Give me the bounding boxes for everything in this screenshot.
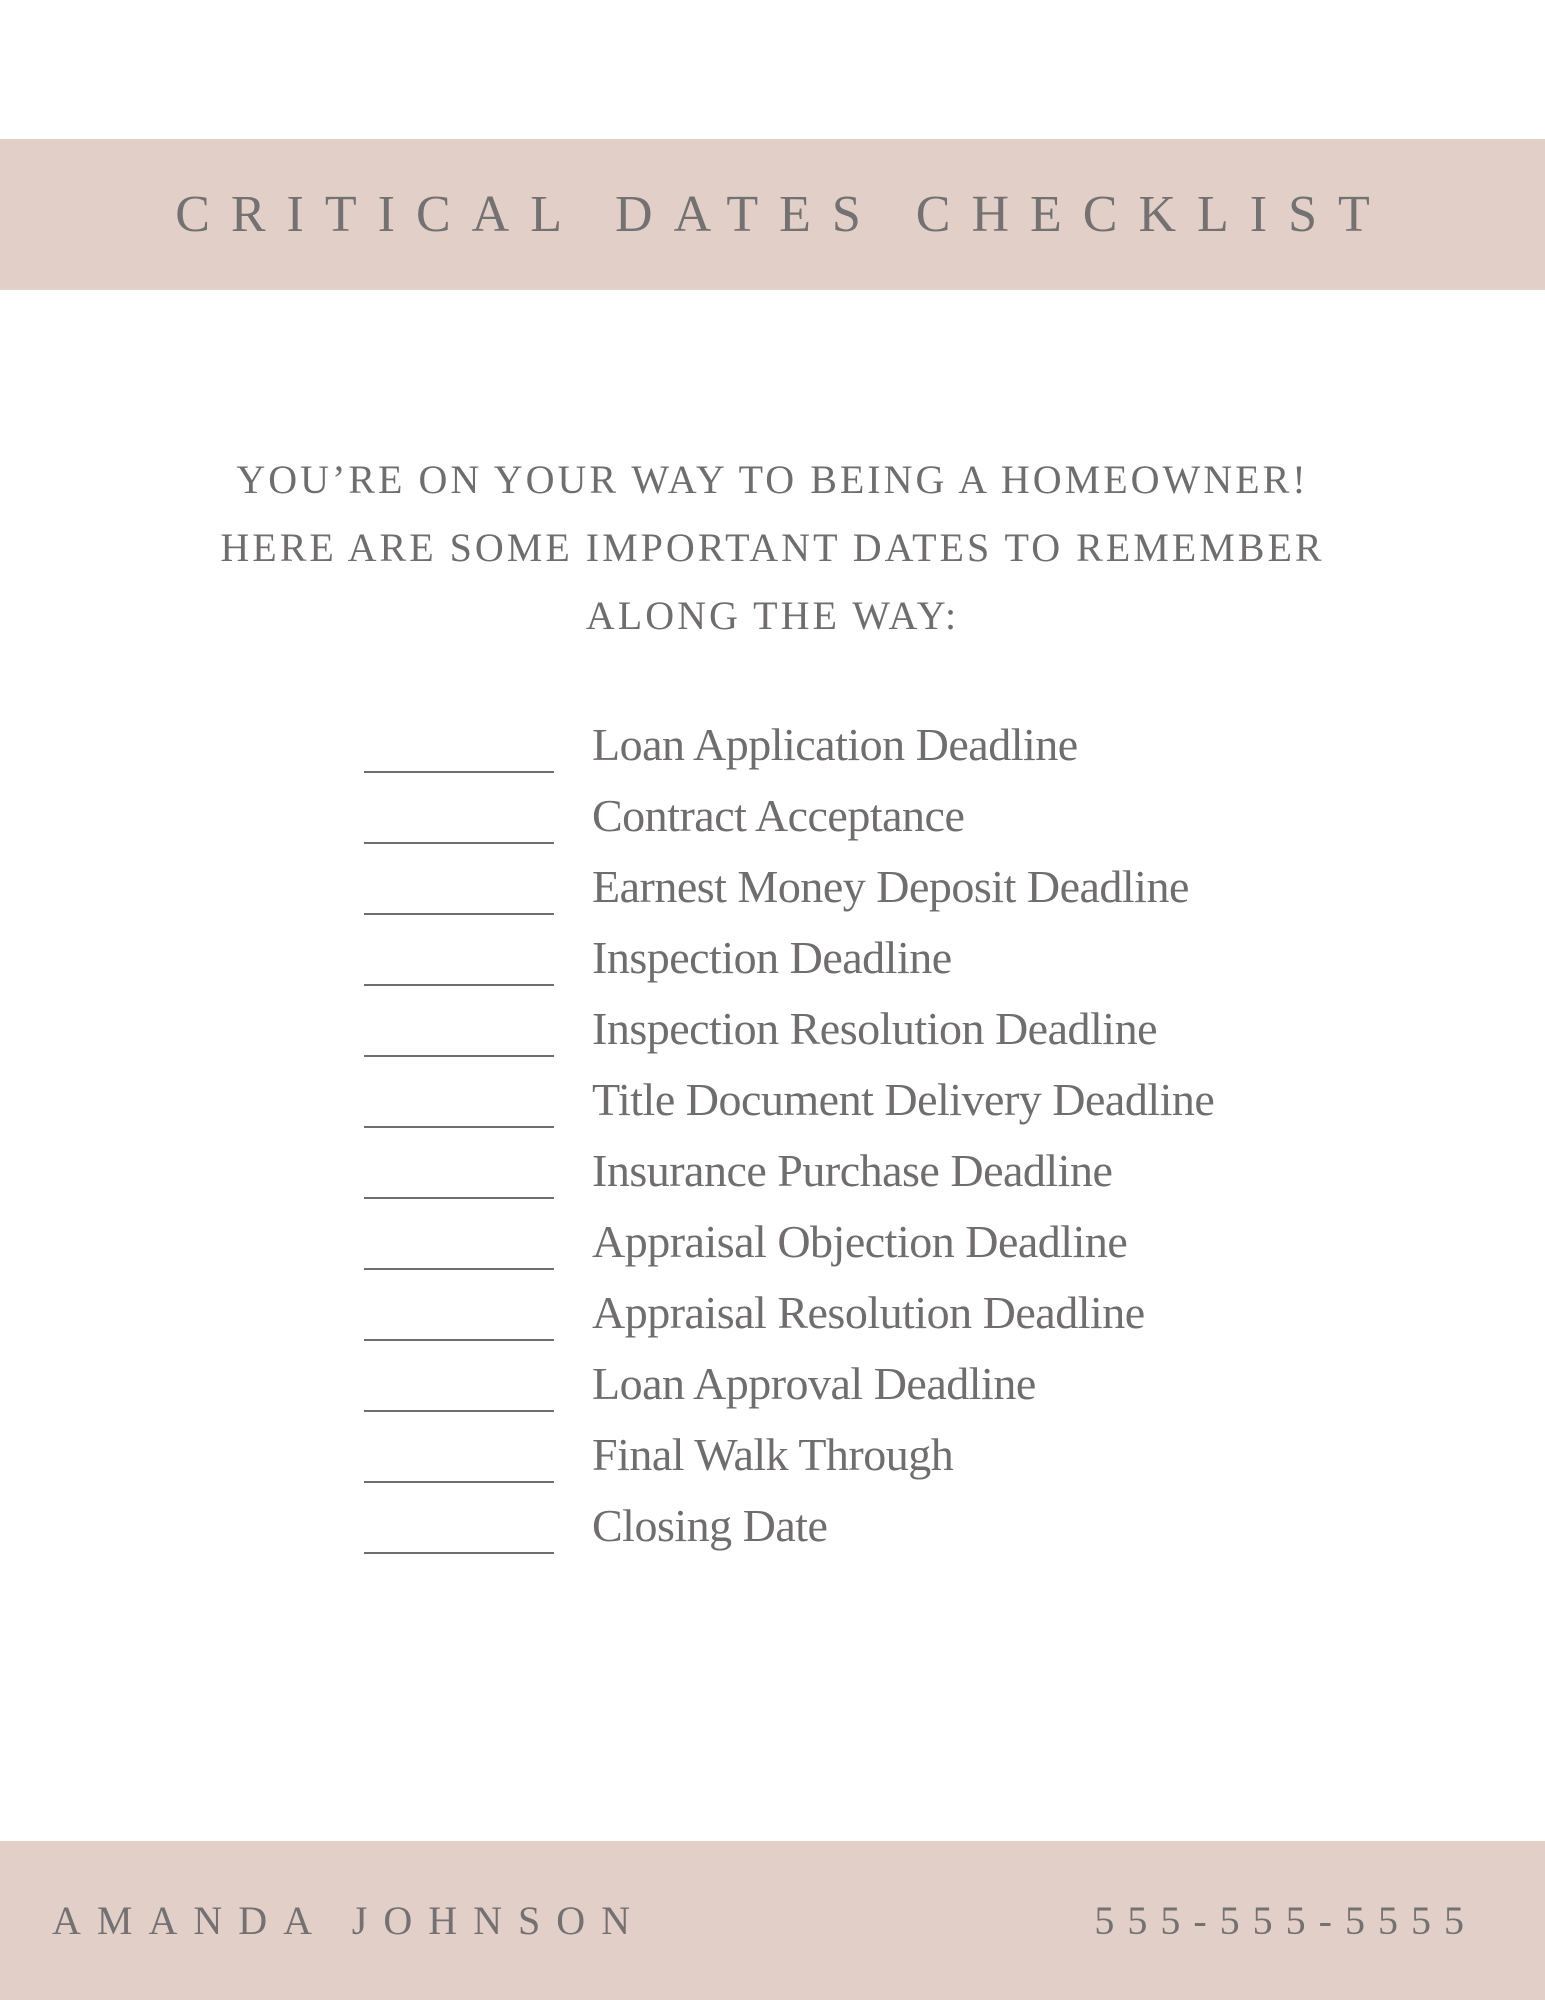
checklist-item-label: Final Walk Through <box>592 1429 954 1480</box>
checklist-item <box>364 857 1364 928</box>
checklist-item-label: Title Document Delivery Deadline <box>592 1074 1215 1125</box>
checklist-item-label: Loan Application Deadline <box>592 719 1078 770</box>
checklist-item-label: Insurance Purchase Deadline <box>592 1145 1113 1196</box>
intro-line: ALONG THE WAY: <box>585 593 960 638</box>
intro-line: YOU’RE ON YOUR WAY TO BEING A HOMEOWNER! <box>236 457 1309 502</box>
checklist-item <box>364 1283 1364 1354</box>
checklist-item-label: Closing Date <box>592 1500 828 1551</box>
checklist-item-label: Appraisal Resolution Deadline <box>592 1287 1145 1338</box>
checklist-item-label: Contract Acceptance <box>592 790 965 841</box>
checklist-item-label: Inspection Resolution Deadline <box>592 1003 1157 1054</box>
checklist-item <box>364 1425 1364 1496</box>
date-blank-line <box>364 1197 554 1199</box>
date-blank-line <box>364 1339 554 1341</box>
checklist-item <box>364 1354 1364 1425</box>
checklist-item-label: Earnest Money Deposit Deadline <box>592 861 1189 912</box>
date-blank-line <box>364 984 554 986</box>
date-blank-line <box>364 1552 554 1554</box>
date-blank-line <box>364 771 554 773</box>
agent-name: AMANDA JOHNSON <box>52 1898 647 1943</box>
checklist-item <box>364 786 1364 857</box>
checklist-item <box>364 1070 1364 1141</box>
date-blank-line <box>364 842 554 844</box>
checklist <box>364 715 1364 1567</box>
date-blank-line <box>364 1268 554 1270</box>
checklist-item <box>364 999 1364 1070</box>
checklist-item-label: Loan Approval Deadline <box>592 1358 1036 1409</box>
checklist-item-label: Appraisal Objection Deadline <box>592 1216 1128 1267</box>
date-blank-line <box>364 1055 554 1057</box>
date-blank-line <box>364 1481 554 1483</box>
header-band <box>0 139 1545 290</box>
intro-line: HERE ARE SOME IMPORTANT DATES TO REMEMBER <box>220 525 1325 570</box>
checklist-item-label: Inspection Deadline <box>592 932 952 983</box>
checklist-item <box>364 715 1364 786</box>
agent-phone: 555-555-5555 <box>1094 1898 1477 1943</box>
checklist-item <box>364 1212 1364 1283</box>
intro-text <box>100 446 1445 650</box>
checklist-item <box>364 928 1364 999</box>
checklist-item <box>364 1496 1364 1567</box>
date-blank-line <box>364 913 554 915</box>
date-blank-line <box>364 1126 554 1128</box>
page-title: CRITICAL DATES CHECKLIST <box>175 186 1391 243</box>
checklist-item <box>364 1141 1364 1212</box>
date-blank-line <box>364 1410 554 1412</box>
footer-band <box>0 1841 1545 2000</box>
